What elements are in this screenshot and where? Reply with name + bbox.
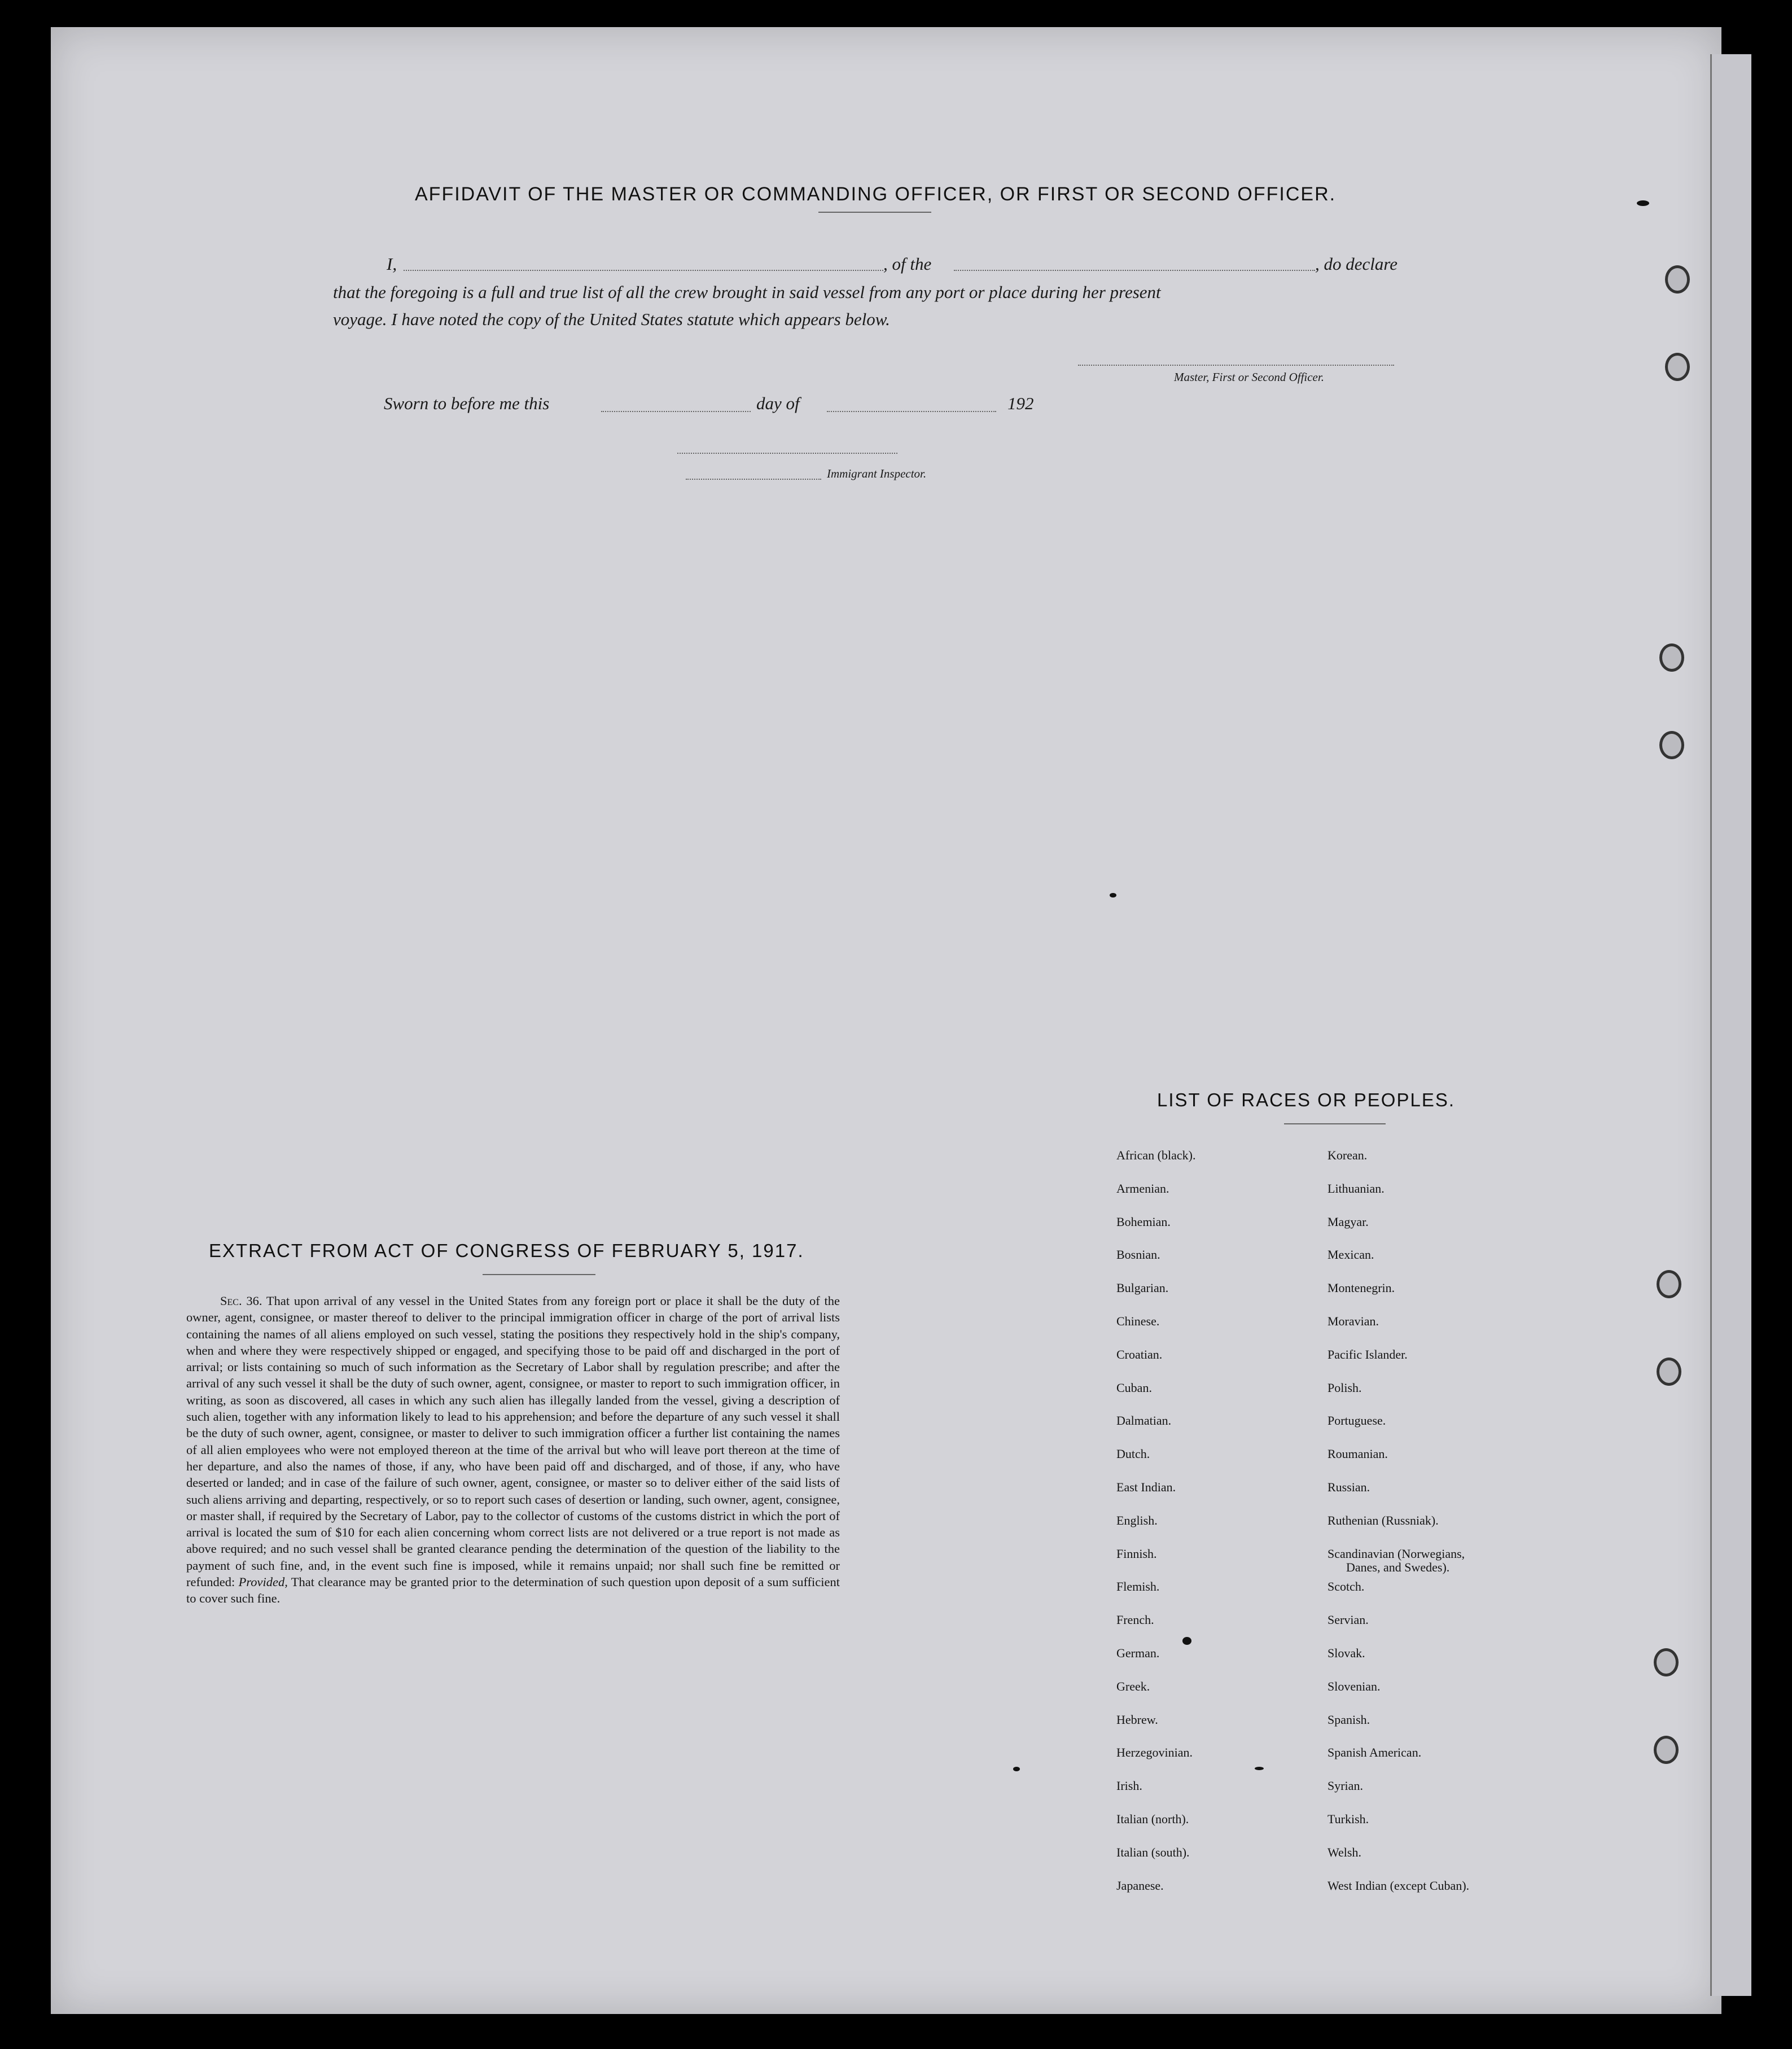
page-edge [1710,54,1751,1996]
races-left-column [1116,1149,1195,1912]
race-item: Syrian. [1327,1779,1363,1793]
race-item: Welsh. [1327,1845,1361,1859]
signature-blank [1078,365,1394,366]
race-item: Montenegrin. [1327,1281,1395,1295]
race-item: Russian. [1327,1479,1370,1494]
inspector-blank-lower [686,479,821,480]
affidavit-line2: that the foregoing is a full and true list of all the crew brought in said vessel from any port or place during her present [333,282,1161,302]
affidavit-title-rule [818,212,931,213]
race-item: Bohemian. [1116,1214,1171,1229]
scan-speck [1637,200,1649,206]
race-item: Bosnian. [1116,1247,1160,1262]
signature-label: Master, First or Second Officer. [1174,370,1324,384]
scan-speck [1110,893,1116,897]
race-item: Italian (south). [1116,1845,1190,1859]
race-item: Slovenian. [1327,1679,1381,1693]
sworn-label: Sworn to before me this [384,393,550,413]
race-item: Roumanian. [1327,1447,1388,1461]
affidavit-title: AFFIDAVIT OF THE MASTER OR COMMANDING OFFICER, OR FIRST OR SECOND OFFICER. [415,183,1337,205]
inspector-blank-upper [677,453,897,454]
race-item: Spanish American. [1327,1745,1422,1760]
race-item: Lithuanian. [1327,1181,1384,1196]
race-item: Scandinavian (Norwegians, Danes, and Swedes). [1327,1546,1465,1574]
affidavit-line1-declare: , do declare [1315,254,1398,274]
race-item: Turkish. [1327,1811,1369,1826]
act-section-text [186,1293,840,1607]
race-item: Portuguese. [1327,1413,1386,1428]
race-item: Korean. [1327,1148,1368,1162]
race-item: French. [1116,1613,1154,1627]
act-title: EXTRACT FROM ACT OF CONGRESS OF FEBRUARY 5, 1917. [209,1240,804,1261]
race-item: Servian. [1327,1613,1369,1627]
race-item: West Indian (except Cuban). [1327,1878,1470,1893]
race-item: Herzegovinian. [1116,1745,1193,1760]
race-item: Spanish. [1327,1712,1370,1727]
punch-hole [1657,1358,1681,1386]
race-item: Irish. [1116,1779,1142,1793]
day-of-label: day of [756,393,800,413]
affidavit-line1-i: I, [387,254,397,274]
sworn-day-blank [601,411,751,412]
race-item: Finnish. [1116,1546,1157,1561]
race-item: Moravian. [1327,1314,1379,1328]
race-item: Dutch. [1116,1447,1150,1461]
punch-hole [1654,1648,1679,1676]
race-item: Armenian. [1116,1181,1169,1196]
punch-hole [1665,265,1690,294]
race-item: Polish. [1327,1380,1362,1395]
race-item: East Indian. [1116,1479,1176,1494]
affidavit-line3: voyage. I have noted the copy of the United States statute which appears below. [333,309,890,329]
punch-hole [1657,1270,1681,1298]
race-item: Japanese. [1116,1878,1164,1893]
race-item: Greek. [1116,1679,1150,1693]
year-label: 192 [1007,393,1034,413]
provided-label: Provided, [238,1575,288,1590]
punch-hole [1659,643,1684,672]
act-title-rule [483,1274,595,1275]
punch-hole [1654,1736,1679,1764]
section-body-end: That clearance may be granted prior to the determination of such question upon deposit of a sum sufficient to cover such fine. [186,1575,840,1606]
race-item: Italian (north). [1116,1811,1189,1826]
race-item: Chinese. [1116,1314,1160,1328]
races-title: LIST OF RACES OR PEOPLES. [1157,1089,1456,1110]
race-item: Scotch. [1327,1579,1365,1594]
scan-speck [1255,1767,1264,1770]
affidavit-line1-of-the: , of the [883,254,932,274]
races-title-rule [1284,1123,1386,1124]
race-item: African (black). [1116,1148,1196,1162]
race-item: Pacific Islander. [1327,1347,1408,1361]
scan-speck [1013,1767,1020,1771]
inspector-label: Immigrant Inspector. [827,467,927,480]
punch-hole [1659,731,1684,759]
race-item: Bulgarian. [1116,1281,1169,1295]
race-item: Ruthenian (Russniak). [1327,1513,1439,1527]
section-label: Sec. 36. [220,1294,262,1308]
name-blank [404,270,883,271]
race-item: Flemish. [1116,1579,1160,1594]
scan-speck [1182,1637,1191,1645]
race-item: Mexican. [1327,1247,1374,1262]
section-body: That upon arrival of any vessel in the United States from any foreign port or place it shall be the duty of the owner, agent, consignee, or master thereof to deliver to the principal immigration officer in charge of the port of arrival lists containing the names of all aliens employed on such vessel, stating the positions they respectively hold in the ship's company, when and where they were respectively shipped or engaged, and specifying those to be paid off and discharged in the port of arrival; or lists containing so much of such information as the Secretary of Labor shall by regulation prescribe; and after the arrival of any such vessel it shall be the duty of such owner, agent, consignee, or master to report to such immigration officer, in writing, as soon as discovered, all cases in which any such alien has illegally landed from the vessel, giving a description of such alien, together with any information likely to lead to his apprehension; and before the departure of any such vessel it shall be the duty of such owner, agent, consignee, or master to deliver to such immigration officer a further list containing the names of all alien employees who were not employed thereon at the time of the arrival but who will leave port thereon at the time of her departure, and also the names of those, if any, who have been paid off and discharged, and of those, if any, who have deserted or landed; and in case of the failure of such owner, agent, consignee, or master so to deliver either of the said lists of such aliens arriving and departing, respectively, or so to report such cases of desertion or landing, such owner, agent, consignee, or master shall, if required by the Secretary of Labor, pay to the collector of customs of the customs district in which the port of arrival is located the sum of $10 for each alien concerning whom correct lists are not delivered or a true report is not made as above required; and no such vessel shall be granted clearance pending the determination of the question of the liability to the payment of such fine, and, in the event such fine is imposed, while it remains unpaid; nor shall such fine be remitted or refunded: [186,1294,840,1590]
race-item: Hebrew. [1116,1712,1158,1727]
race-item: Magyar. [1327,1214,1369,1229]
race-item: Croatian. [1116,1347,1163,1361]
race-item: Dalmatian. [1116,1413,1172,1428]
sworn-month-blank [827,411,996,412]
race-item: German. [1116,1645,1160,1660]
race-item: Cuban. [1116,1380,1152,1395]
races-right-column [1327,1149,1469,1912]
vessel-blank [954,270,1315,271]
race-item: English. [1116,1513,1158,1527]
race-item: Slovak. [1327,1645,1365,1660]
punch-hole [1665,353,1690,381]
